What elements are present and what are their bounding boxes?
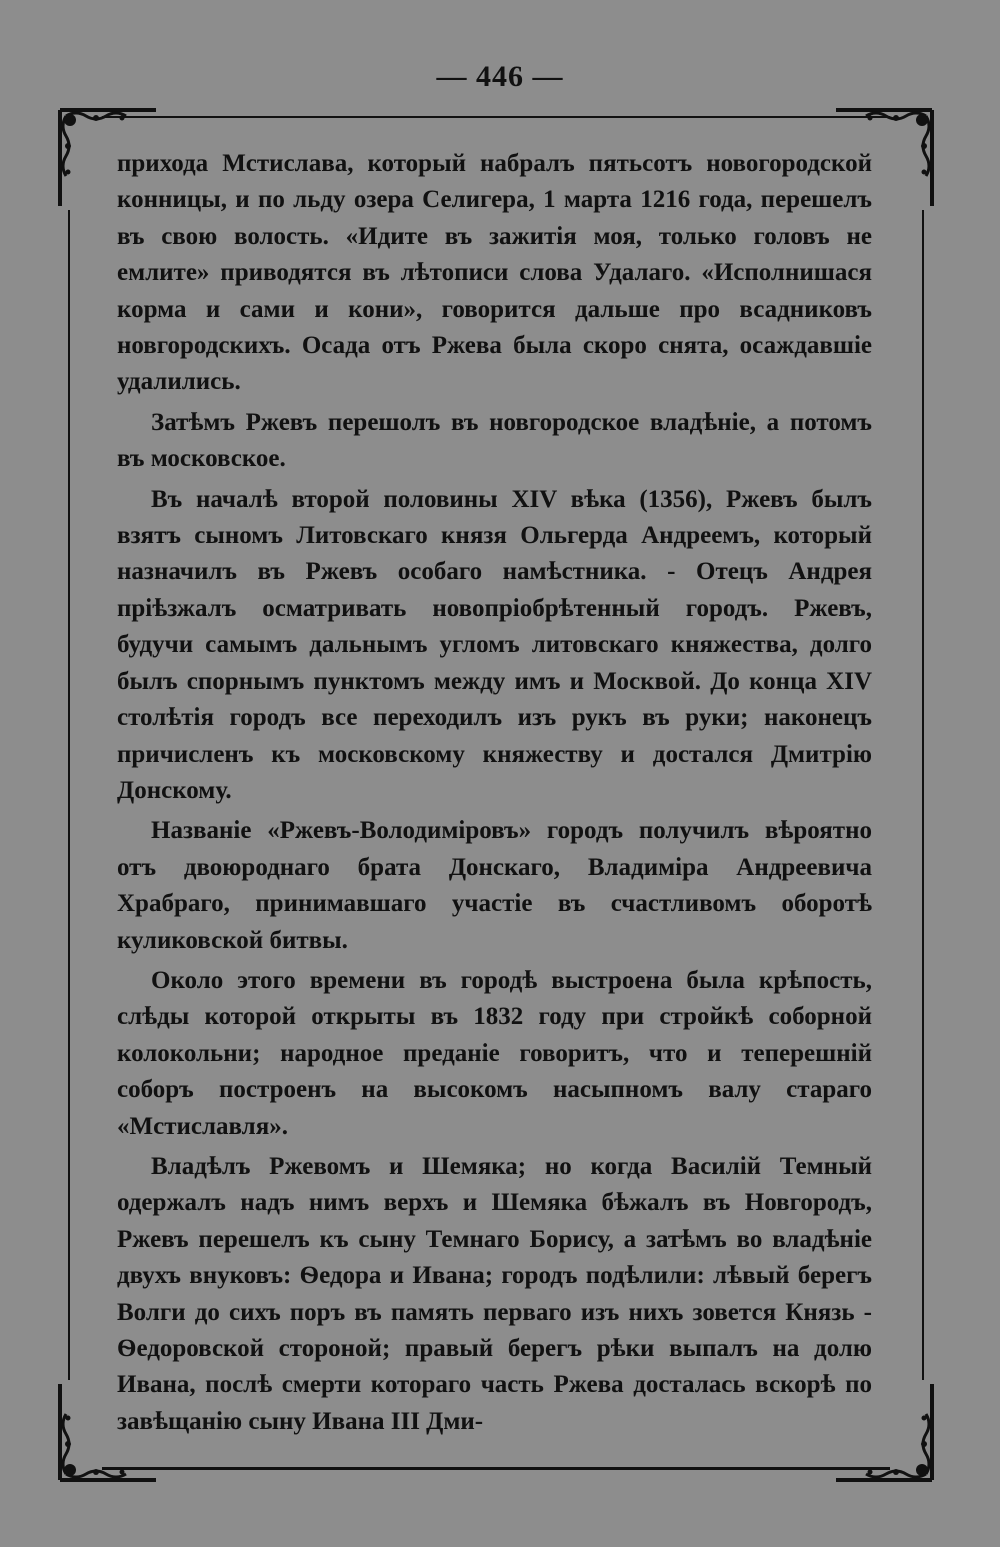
- frame-right-rule: [922, 210, 924, 1380]
- page-number: — 446 —: [436, 60, 564, 93]
- frame-bottom-rule: [102, 1467, 890, 1470]
- paragraph: Владѣлъ Ржевомъ и Шемяка; но когда Василій Темный одержалъ надъ нимъ верхъ и Шемяка бѣжалъ въ Новгородъ, Ржевъ перешелъ къ сыну Темнаго Борису, а затѣмъ во владѣніе двухъ внуковъ: Ѳедора и Ивана; городъ подѣлили: лѣвый берегъ Волги до сихъ поръ въ память перваго изъ нихъ зовется Князь - Ѳедоровской стороной; правый берегъ рѣки выпалъ на долю Ивана, послѣ смерти котораго часть Ржева досталась вскорѣ по завѣщанію сыну Ивана III Дми-: [117, 1152, 872, 1435]
- page-text: [117, 146, 872, 1444]
- paragraph: Названіе «Ржевъ-Володиміровъ» городъ получилъ вѣроятно отъ двоюроднаго брата Донскаго, Владиміра Андреевича Храбраго, принимавшаго участіе въ счастливомъ оборотѣ куликовской битвы.: [117, 817, 872, 954]
- paragraph: Около этого времени въ городѣ выстроена была крѣпость, слѣды которой открыты въ 1832 году при стройкѣ соборной колокольни; народное преданіе говоритъ, что и теперешній соборъ построенъ на высокомъ насыпномъ валу стараго «Мстиславля».: [117, 966, 872, 1140]
- paragraph: прихода Мстислава, который набралъ пятьсотъ новогородской конницы, и по льду озера Селигера, 1 марта 1216 года, перешелъ въ свою волость. «Идите въ зажитія моя, только головъ не емлите» приводятся въ лѣтописи слова Удалаго. «Исполнишася корма и сами и кони», говорится дальше про всадниковъ новгородскихъ. Осада отъ Ржева была скоро снята, осаждавшіе удалились.: [117, 150, 872, 396]
- paragraph: Затѣмъ Ржевъ перешолъ въ новгородское владѣніе, а потомъ въ московское.: [117, 408, 872, 473]
- frame-top-rule: [102, 116, 890, 118]
- frame-left-rule: [68, 210, 70, 1380]
- paragraph: Въ началѣ второй половины XIV вѣка (1356), Ржевъ былъ взятъ сыномъ Литовскаго князя Ольгерда Андреемъ, который назначилъ въ Ржевъ особаго намѣстника. - Отецъ Андрея пріѣзжалъ осматривать новопріобрѣтенный городъ. Ржевъ, будучи самымъ дальнымъ угломъ литовскаго княжества, долго былъ спорнымъ пунктомъ между имъ и Москвой. До конца XIV столѣтія городъ все переходилъ изъ рукъ въ руки; наконецъ причисленъ къ московскому княжеству и достался Дмитрію Донскому.: [117, 485, 872, 804]
